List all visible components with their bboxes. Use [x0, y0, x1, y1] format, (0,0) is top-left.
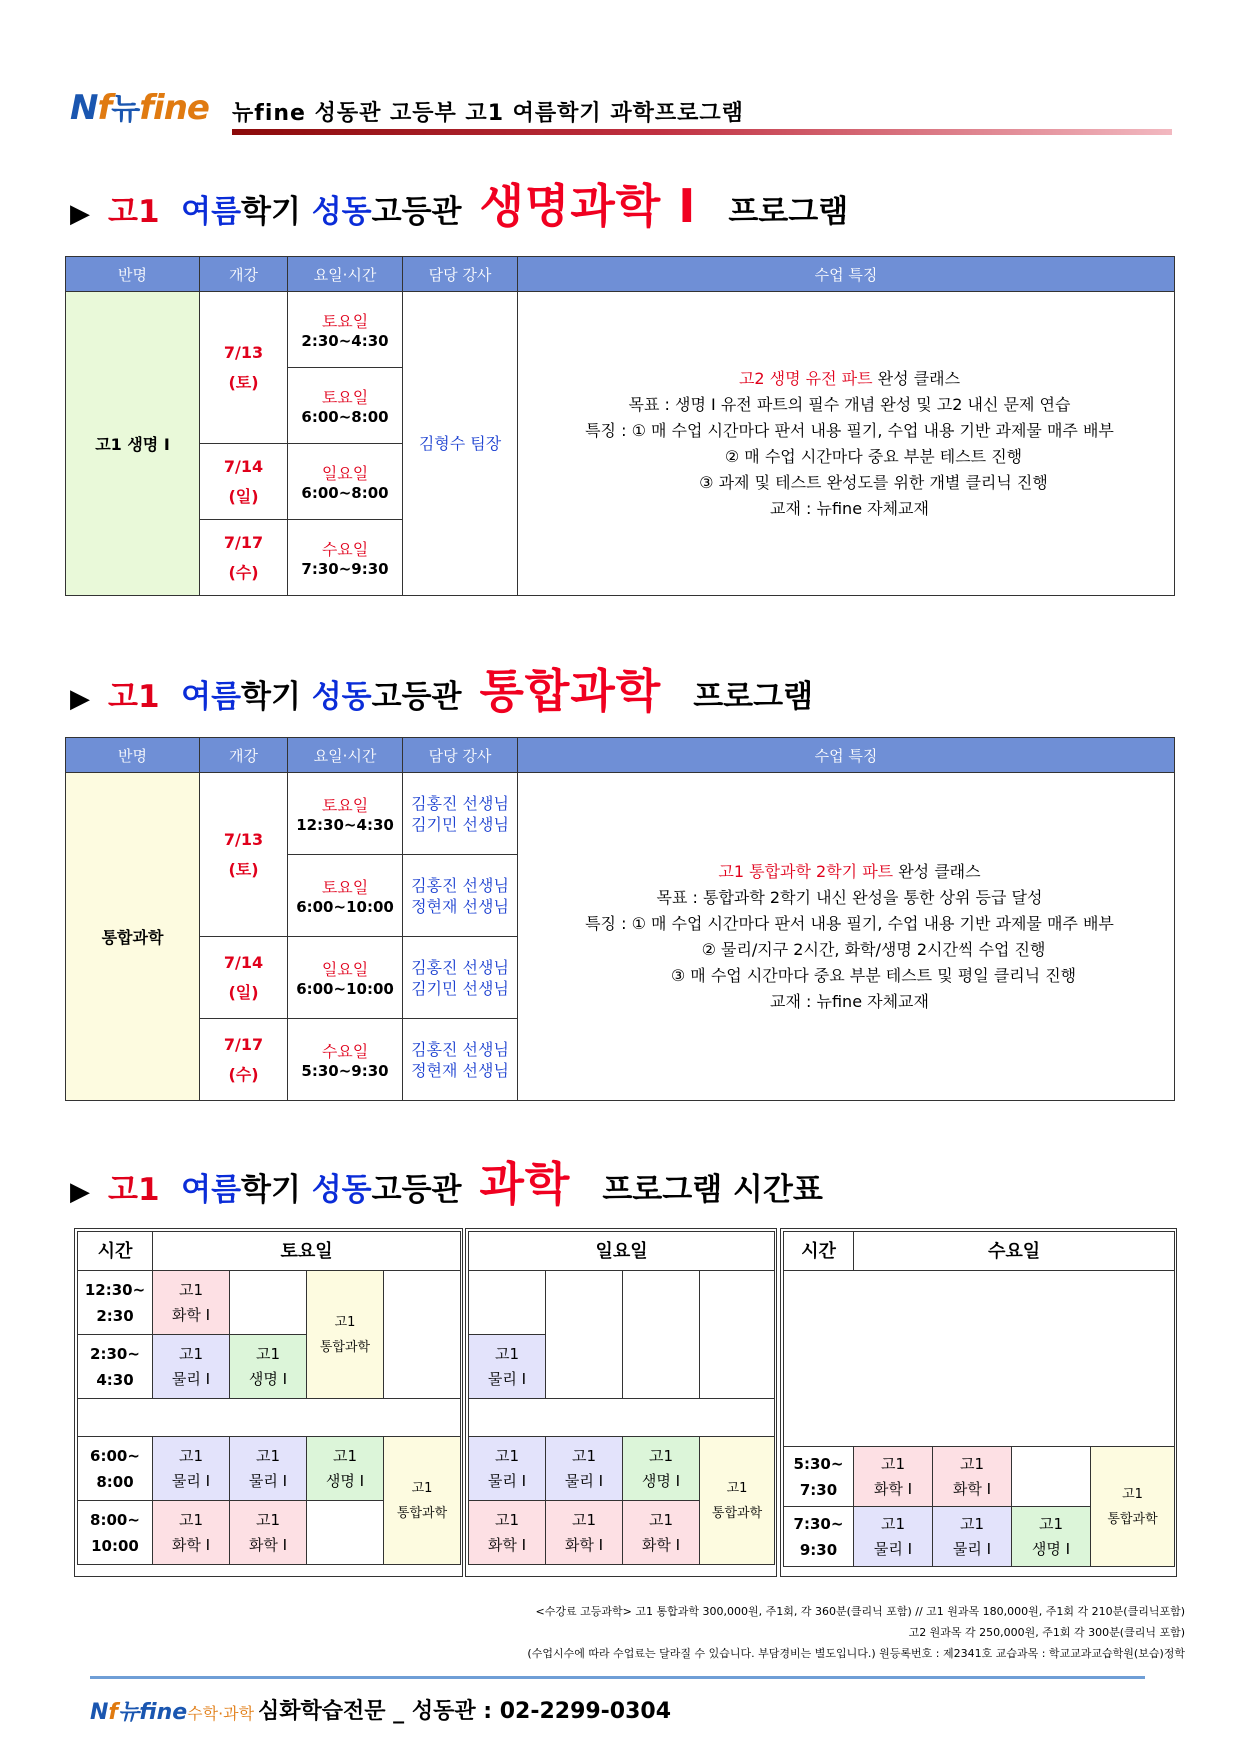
desc-title-rest: 완성 클래스 [872, 368, 961, 388]
class-description [518, 292, 1175, 596]
grade: 고1 [959, 1454, 985, 1473]
desc-title-red: 고2 생명 유전 파트 [738, 368, 873, 388]
col-time: 요일·시간 [288, 257, 403, 292]
sec2-big: 통합과학 [479, 664, 662, 718]
day: 토요일 [321, 312, 369, 331]
sec3-prog: 프로그램 시간표 [602, 1172, 823, 1208]
col-time: 요일·시간 [288, 738, 403, 773]
col-class: 반명 [66, 738, 200, 773]
col-class: 반명 [66, 257, 200, 292]
sec1-t1: 고1 [108, 194, 160, 230]
sec1-t5: 고등관 [371, 194, 462, 230]
footer-logo-n: N [90, 1700, 109, 1725]
teacher-1: 김홍진 선생님 [411, 1039, 509, 1059]
open-date [200, 773, 288, 937]
triangle-bullet-icon: ▶ [70, 199, 90, 229]
class-cell-phys [153, 1335, 230, 1399]
sec3-t3: 학기 [241, 1172, 301, 1208]
footer-logo-sub: 수학·과학 [187, 1704, 255, 1723]
grade: 고1 [494, 1344, 520, 1363]
teacher [403, 855, 518, 937]
hour: 6:00~10:00 [296, 898, 394, 916]
integrated-program-table [65, 737, 1175, 1101]
subject: 물리 I [873, 1539, 913, 1558]
empty-cell [700, 1271, 775, 1399]
grade: 고1 [411, 1480, 433, 1496]
subject: 화학 I [171, 1535, 211, 1554]
time-start: 7:30~ [793, 1514, 844, 1533]
header-divider [232, 129, 1172, 135]
open-date [200, 1019, 288, 1101]
brand-logo [70, 84, 209, 128]
time-cell [288, 937, 403, 1019]
time-header: 시간 [784, 1232, 854, 1271]
footer-logo-text: 뉴fine [118, 1700, 188, 1725]
teacher [403, 773, 518, 855]
sec1-t2: 여름 [181, 194, 242, 230]
date: 7/14 [223, 456, 264, 476]
class-cell-integrated [700, 1437, 775, 1565]
grade: 고1 [334, 1314, 356, 1330]
table-header-row [66, 257, 1175, 292]
desc-feature-3: ③ 과제 및 테스트 완성도를 위한 개별 클리닉 진행 [699, 472, 1048, 492]
class-cell-chem [153, 1501, 230, 1565]
break-row [469, 1399, 775, 1437]
sunday-schedule [468, 1231, 775, 1565]
sec2-t5: 고등관 [371, 679, 462, 715]
subject: 물리 I [564, 1471, 604, 1490]
day: 일요일 [321, 960, 369, 979]
class-cell-chem [469, 1501, 546, 1565]
sec1-big: 생명과학 I [479, 179, 697, 233]
day: 토요일 [321, 796, 369, 815]
time-start: 12:30~ [84, 1280, 146, 1299]
open-date [200, 292, 288, 444]
grade: 고1 [726, 1480, 748, 1496]
day: 토요일 [321, 878, 369, 897]
grade: 고1 [648, 1446, 674, 1465]
subject: 생명 I [325, 1471, 365, 1490]
time-cell [288, 855, 403, 937]
teacher-1: 김홍진 선생님 [411, 793, 509, 813]
desc-goal: 목표 : 통합과학 2학기 내신 완성을 통한 상위 등급 달성 [656, 887, 1043, 907]
desc-feature-3: ③ 매 수업 시간마다 중요 부분 테스트 및 평일 클리닉 진행 [670, 965, 1077, 985]
section-title-timetable [70, 1148, 823, 1214]
date: 7/17 [223, 1034, 264, 1054]
time-end: 4:30 [96, 1370, 134, 1389]
time-start: 2:30~ [90, 1344, 140, 1363]
col-open: 개강 [200, 738, 288, 773]
saturday-schedule [77, 1231, 461, 1565]
grade: 고1 [880, 1454, 906, 1473]
desc-feature-2: ② 물리/지구 2시간, 화학/생명 2시간씩 수업 진행 [701, 939, 1046, 959]
empty-block [784, 1271, 1175, 1447]
sec2-t4: 성동 [311, 679, 372, 715]
hour: 6:00~8:00 [301, 484, 389, 502]
grade: 고1 [178, 1510, 204, 1529]
fee-line-3: (수업시수에 따라 수업료는 달라질 수 있습니다. 부담경비는 별도입니다.) 원등록번호 : 제2341호 교습과목 : 학교교과교습학원(보습)정학 [527, 1647, 1185, 1660]
subject: 물리 I [952, 1539, 992, 1558]
class-cell-chem [230, 1501, 307, 1565]
hour: 6:00~10:00 [296, 980, 394, 998]
open-date [200, 937, 288, 1019]
class-cell-phys [469, 1335, 546, 1399]
teacher: 김형수 팀장 [403, 292, 518, 596]
subject: 화학 I [248, 1535, 288, 1554]
time-start: 6:00~ [90, 1446, 140, 1465]
desc-title [526, 366, 1173, 392]
time-end: 8:00 [96, 1472, 134, 1491]
grade: 고1 [1038, 1514, 1064, 1533]
sec3-t2: 여름 [181, 1172, 242, 1208]
subject: 통합과학 [396, 1505, 448, 1521]
time-cell [288, 773, 403, 855]
class-cell-phys [153, 1437, 230, 1501]
subject: 통합과학 [711, 1505, 763, 1521]
footer-logo-f: f [108, 1700, 118, 1725]
subject: 화학 I [952, 1479, 992, 1498]
grade: 고1 [255, 1344, 281, 1363]
class-cell-chem [854, 1447, 933, 1507]
grade: 고1 [494, 1510, 520, 1529]
logo-f: f [97, 88, 112, 128]
subject: 생명 I [248, 1369, 288, 1388]
time-cell [288, 292, 403, 368]
desc-feature-1: 특징 : ① 매 수업 시간마다 판서 내용 필기, 수업 내용 기반 과제물 매주 배부 [585, 913, 1114, 933]
class-name: 고1 생명 I [66, 292, 200, 596]
time-cell [288, 1019, 403, 1101]
slot-time [78, 1271, 153, 1335]
sec3-t5: 고등관 [371, 1172, 462, 1208]
class-cell-bio [1012, 1507, 1091, 1567]
logo-text-nu: 뉴 [111, 92, 140, 127]
class-cell-integrated [307, 1271, 384, 1399]
footer-logo [90, 1695, 254, 1726]
open-date [200, 444, 288, 520]
subject: 생명 I [1031, 1539, 1071, 1558]
grade: 고1 [255, 1446, 281, 1465]
logo-text-fine: fine [139, 88, 209, 128]
desc-book: 교재 : 뉴fine 자체교재 [770, 498, 929, 518]
empty-cell [307, 1501, 384, 1565]
class-cell-chem [546, 1501, 623, 1565]
col-teacher: 담당 강사 [403, 738, 518, 773]
empty-cell [546, 1271, 623, 1399]
desc-book: 교재 : 뉴fine 자체교재 [770, 991, 929, 1011]
date: 7/17 [223, 532, 264, 552]
grade: 고1 [178, 1344, 204, 1363]
sec3-big: 과학 [479, 1157, 571, 1211]
grade: 고1 [332, 1446, 358, 1465]
teacher-1: 김홍진 선생님 [411, 875, 509, 895]
date: 7/14 [223, 952, 264, 972]
day: 수요일 [321, 1042, 369, 1061]
empty-cell [230, 1271, 307, 1335]
time-start: 8:00~ [90, 1510, 140, 1529]
header-title: 뉴fine 성동관 고등부 고1 여름학기 과학프로그램 [232, 101, 744, 126]
table-header-row [66, 738, 1175, 773]
class-cell-chem [153, 1271, 230, 1335]
fee-line-1: <수강료 고등과학> 고1 통합과학 300,000원, 주1회, 각 360분(클리닉 포함) // 고1 원과목 180,000원, 주1회 각 210분(클리닉포함) [535, 1605, 1185, 1618]
day: 일요일 [321, 464, 369, 483]
grade: 고1 [494, 1446, 520, 1465]
grade: 고1 [255, 1510, 281, 1529]
desc-title-rest: 완성 클래스 [893, 861, 981, 881]
date: 7/13 [223, 342, 264, 362]
saturday-header: 토요일 [153, 1232, 461, 1271]
subject: 화학 I [873, 1479, 913, 1498]
triangle-bullet-icon: ▶ [70, 1177, 90, 1207]
teacher-1: 김홍진 선생님 [411, 957, 509, 977]
sec2-t2: 여름 [181, 679, 242, 715]
dow: (일) [228, 982, 259, 1002]
empty-cell [469, 1271, 546, 1335]
class-name: 통합과학 [66, 773, 200, 1101]
class-cell-integrated [384, 1437, 461, 1565]
grade: 고1 [648, 1510, 674, 1529]
empty-cell [623, 1271, 700, 1399]
subject: 화학 I [564, 1535, 604, 1554]
time-header: 시간 [78, 1232, 153, 1271]
dow: (토) [228, 859, 259, 879]
logo-n: N [70, 88, 98, 128]
dow: (수) [228, 1064, 259, 1084]
subject: 생명 I [641, 1471, 681, 1490]
section-title-integrated [70, 655, 813, 721]
wednesday-header: 수요일 [854, 1232, 1175, 1271]
class-cell-phys [469, 1437, 546, 1501]
grade: 고1 [959, 1514, 985, 1533]
bio-program-table [65, 256, 1175, 596]
col-feature: 수업 특징 [518, 738, 1175, 773]
time-cell [288, 520, 403, 596]
class-cell-chem [933, 1447, 1012, 1507]
col-teacher: 담당 강사 [403, 257, 518, 292]
subject: 물리 I [248, 1471, 288, 1490]
table-row [66, 292, 1175, 368]
class-cell-bio [230, 1335, 307, 1399]
break-row [78, 1399, 461, 1437]
date: 7/13 [223, 829, 264, 849]
slot-time [784, 1507, 854, 1567]
slot-time [78, 1437, 153, 1501]
time-end: 9:30 [799, 1540, 838, 1559]
col-open: 개강 [200, 257, 288, 292]
desc-goal: 목표 : 생명 I 유전 파트의 필수 개념 완성 및 고2 내신 문제 연습 [628, 394, 1071, 414]
subject: 물리 I [171, 1471, 211, 1490]
grade: 고1 [178, 1446, 204, 1465]
hour: 12:30~4:30 [296, 816, 394, 834]
desc-title [526, 859, 1173, 885]
teacher-2: 김기민 선생님 [411, 978, 509, 998]
fee-line-2: 고2 원과목 각 250,000원, 주1회 각 300분(클리닉 포함) [908, 1626, 1185, 1639]
class-cell-bio [307, 1437, 384, 1501]
hour: 6:00~8:00 [301, 408, 389, 426]
time-end: 10:00 [91, 1536, 139, 1555]
dow: (수) [228, 562, 259, 582]
day: 토요일 [321, 388, 369, 407]
open-date [200, 520, 288, 596]
grade: 고1 [880, 1514, 906, 1533]
slot-time [78, 1501, 153, 1565]
subject: 물리 I [487, 1471, 527, 1490]
desc-feature-2: ② 매 수업 시간마다 중요 부분 테스트 진행 [724, 446, 1023, 466]
hour: 7:30~9:30 [301, 560, 389, 578]
subject: 화학 I [487, 1535, 527, 1554]
sec2-t3: 학기 [241, 679, 301, 715]
dow: (토) [228, 372, 259, 392]
class-cell-bio [623, 1437, 700, 1501]
grade: 고1 [178, 1280, 204, 1299]
sec2-prog: 프로그램 [693, 679, 814, 715]
subject: 통합과학 [1107, 1511, 1158, 1527]
hour: 5:30~9:30 [301, 1062, 389, 1080]
class-cell-phys [933, 1507, 1012, 1567]
sec1-prog: 프로그램 [728, 194, 849, 230]
class-cell-phys [230, 1437, 307, 1501]
teacher-2: 정현재 선생님 [411, 896, 509, 916]
time-end: 2:30 [96, 1306, 134, 1325]
grade: 고1 [571, 1510, 597, 1529]
slot-time [78, 1335, 153, 1399]
empty-cell [1012, 1447, 1091, 1507]
subject: 물리 I [487, 1369, 527, 1388]
sec1-t4: 성동 [311, 194, 372, 230]
time-start: 5:30~ [793, 1454, 844, 1473]
table-row [66, 773, 1175, 855]
sec1-t3: 학기 [241, 194, 301, 230]
dow: (일) [228, 486, 259, 506]
day: 수요일 [321, 540, 369, 559]
sec2-t1: 고1 [108, 679, 160, 715]
col-feature: 수업 특징 [518, 257, 1175, 292]
section-title-bio [70, 170, 848, 236]
sec3-t4: 성동 [311, 1172, 372, 1208]
footer-contact: 심화학습전문 _ 성동관 : 02-2299-0304 [258, 1699, 672, 1724]
grade: 고1 [571, 1446, 597, 1465]
desc-feature-1: 특징 : ① 매 수업 시간마다 판서 내용 필기, 수업 내용 기반 과제물 매주 배부 [585, 420, 1114, 440]
footer-divider [90, 1676, 1145, 1679]
time-cell [288, 444, 403, 520]
teacher-2: 정현재 선생님 [411, 1060, 509, 1080]
subject: 물리 I [171, 1369, 211, 1388]
empty-cell [384, 1271, 461, 1399]
teacher [403, 937, 518, 1019]
class-description [518, 773, 1175, 1101]
subject: 화학 I [171, 1305, 211, 1324]
subject: 통합과학 [319, 1339, 371, 1355]
teacher [403, 1019, 518, 1101]
slot-time [784, 1447, 854, 1507]
grade: 고1 [1122, 1486, 1143, 1502]
teacher-2: 김기민 선생님 [411, 814, 509, 834]
class-cell-chem [623, 1501, 700, 1565]
triangle-bullet-icon: ▶ [70, 684, 90, 714]
desc-title-red: 고1 통합과학 2학기 파트 [718, 861, 894, 881]
class-cell-integrated [1091, 1447, 1175, 1567]
sec3-t1: 고1 [108, 1172, 160, 1208]
sunday-header: 일요일 [469, 1232, 775, 1271]
time-end: 7:30 [799, 1480, 838, 1499]
subject: 화학 I [641, 1535, 681, 1554]
hour: 2:30~4:30 [301, 332, 389, 350]
class-cell-phys [854, 1507, 933, 1567]
wednesday-schedule [783, 1231, 1175, 1567]
class-cell-phys [546, 1437, 623, 1501]
time-cell [288, 368, 403, 444]
